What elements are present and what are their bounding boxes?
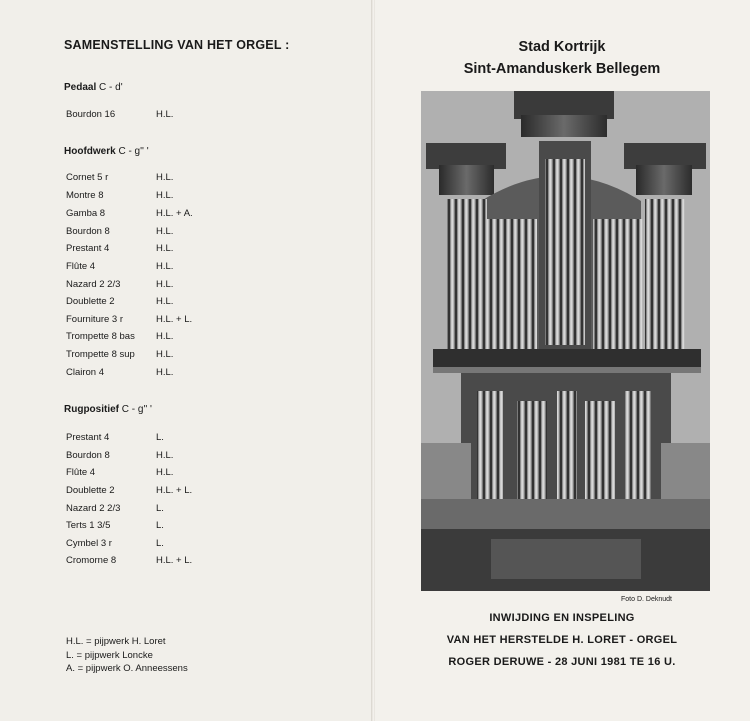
stop-row (66, 226, 286, 237)
photo-credit: Foto D. Deknudt (621, 596, 672, 603)
stop-name: Nazard 2 2/3 (66, 503, 121, 514)
city-title: Stad Kortrijk (518, 39, 606, 55)
organ-photo (421, 91, 710, 591)
stop-builder: L. (156, 432, 164, 443)
stop-row (66, 503, 286, 514)
stop-row (66, 432, 286, 443)
stop-name: Cymbel 3 r (66, 538, 112, 549)
stop-builder: H.L. (156, 261, 174, 272)
stop-name: Flûte 4 (66, 261, 96, 272)
stop-row (66, 467, 286, 478)
stop-name: Flûte 4 (66, 467, 96, 478)
stop-builder: L. (156, 503, 164, 514)
performer-date-line: ROGER DERUWE - 28 JUNI 1981 TE 16 U. (448, 656, 676, 668)
stop-builder: H.L. (156, 367, 174, 378)
section-range: C - g'' ' (121, 404, 152, 415)
section-pedaal (64, 82, 123, 93)
section-name: Rugpositief (64, 404, 119, 415)
stop-row (66, 208, 286, 219)
stop-builder: H.L. + A. (156, 208, 193, 219)
stop-row (66, 190, 286, 201)
stop-name: Gamba 8 (66, 208, 106, 219)
stop-builder: H.L. + L. (156, 485, 193, 496)
stop-builder: H.L. (156, 109, 174, 120)
stop-row (66, 243, 286, 254)
church-title: Sint-Amanduskerk Bellegem (463, 61, 661, 77)
stop-builder: H.L. + L. (156, 555, 193, 566)
stop-name: Trompette 8 sup (66, 349, 135, 360)
stop-name: Prestant 4 (66, 432, 110, 443)
stop-name: Cornet 5 r (66, 172, 109, 183)
stop-builder: H.L. (156, 226, 174, 237)
stop-builder: H.L. (156, 467, 174, 478)
stop-name: Bourdon 16 (66, 109, 116, 120)
stop-name: Clairon 4 (66, 367, 105, 378)
stop-builder: H.L. (156, 296, 174, 307)
stop-name: Bourdon 8 (66, 226, 110, 237)
inauguration-line: INWIJDING EN INSPELING (489, 612, 635, 624)
stop-builder: H.L. (156, 279, 174, 290)
stop-name: Prestant 4 (66, 243, 110, 254)
stop-row (66, 367, 286, 378)
section-name: Hoofdwerk (64, 146, 116, 157)
legend-line: H.L. = pijpwerk H. Loret (66, 636, 166, 647)
stop-row (66, 314, 286, 325)
stop-name: Nazard 2 2/3 (66, 279, 121, 290)
stop-name: Fourniture 3 r (66, 314, 124, 325)
stop-name: Doublette 2 (66, 296, 115, 307)
stop-builder: H.L. (156, 243, 174, 254)
organ-line: VAN HET HERSTELDE H. LORET - ORGEL (446, 634, 678, 646)
stop-builder: H.L. (156, 172, 174, 183)
stop-builder: H.L. + L. (156, 314, 193, 325)
stop-row (66, 279, 286, 290)
stop-name: Doublette 2 (66, 485, 115, 496)
stop-row (66, 172, 286, 183)
stop-name: Montre 8 (66, 190, 104, 201)
stop-row (66, 538, 286, 549)
stop-row (66, 485, 286, 496)
stop-row (66, 261, 286, 272)
section-hoofdwerk (64, 146, 149, 157)
legend-line: L. = pijpwerk Loncke (66, 650, 153, 661)
stop-row (66, 349, 286, 360)
stop-name: Trompette 8 bas (66, 331, 135, 342)
stop-name: Terts 1 3/5 (66, 520, 111, 531)
stop-row (66, 450, 286, 461)
section-range: C - d' (99, 82, 123, 93)
stop-builder: L. (156, 538, 164, 549)
stop-builder: H.L. (156, 450, 174, 461)
stop-builder: H.L. (156, 349, 174, 360)
stop-builder: H.L. (156, 190, 174, 201)
composition-title: SAMENSTELLING VAN HET ORGEL : (64, 38, 290, 52)
stop-builder: H.L. (156, 331, 174, 342)
stop-row (66, 520, 286, 531)
legend-line: A. = pijpwerk O. Anneessens (66, 663, 188, 674)
stop-name: Bourdon 8 (66, 450, 110, 461)
stop-row (66, 296, 286, 307)
section-rugpositief (64, 404, 152, 415)
stop-builder: L. (156, 520, 164, 531)
stop-row (66, 331, 286, 342)
section-range: C - g'' ' (118, 146, 149, 157)
section-name: Pedaal (64, 82, 97, 93)
stop-name: Cromorne 8 (66, 555, 117, 566)
stop-row (66, 109, 286, 120)
stop-row (66, 555, 286, 566)
